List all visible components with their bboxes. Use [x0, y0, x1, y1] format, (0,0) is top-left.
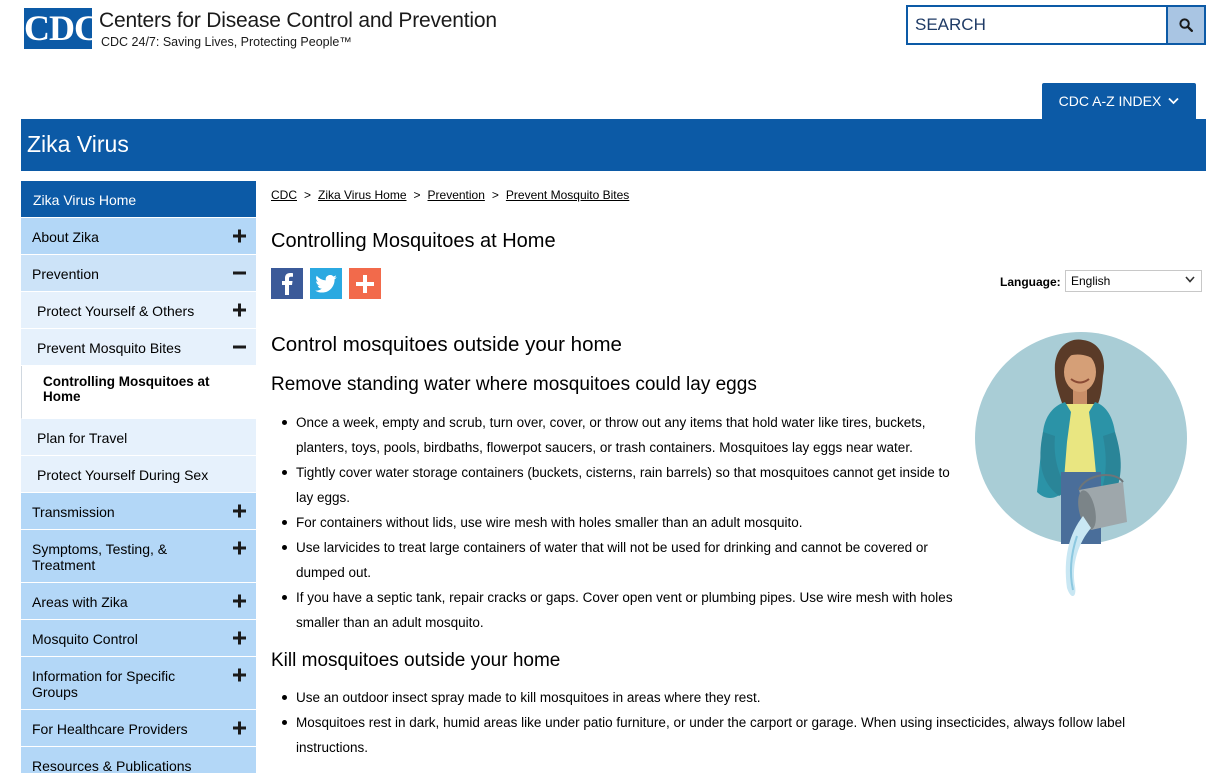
sidebar-item-label: Mosquito Control [32, 631, 138, 647]
plus-icon[interactable] [233, 632, 246, 645]
sidebar-item-for-healthcare-providers[interactable] [21, 710, 256, 747]
sidebar-item-label: Prevention [32, 266, 99, 282]
facebook-icon [281, 273, 293, 295]
breadcrumb-separator: > [304, 188, 312, 202]
search-button[interactable] [1166, 7, 1204, 43]
breadcrumb-link-prevent-mosquito-bites[interactable]: Prevent Mosquito Bites [505, 188, 630, 202]
breadcrumb-separator: > [491, 188, 499, 202]
plus-icon[interactable] [233, 542, 246, 555]
az-index-button[interactable] [1042, 83, 1196, 119]
language-label: Language: [1000, 275, 1061, 289]
sidebar-item-resources-publications[interactable] [21, 747, 256, 773]
sidebar-item-protect-yourself-during-sex[interactable] [21, 456, 256, 493]
sidebar-nav [21, 181, 256, 773]
addthis-share-button[interactable] [349, 268, 381, 299]
plus-icon[interactable] [233, 595, 246, 608]
site-banner [21, 119, 1206, 171]
chevron-down-icon [1185, 276, 1195, 283]
sidebar-item-prevention[interactable] [21, 255, 256, 292]
sidebar-item-label: Information for Specific Groups [32, 668, 176, 700]
list-item: Use an outdoor insect spray made to kill mosquitoes in areas where they rest. [271, 685, 1171, 710]
sidebar-item-label: Prevent Mosquito Bites [37, 340, 181, 356]
sidebar-item-mosquito-control[interactable] [21, 620, 256, 657]
sidebar-item-prevent-mosquito-bites[interactable] [21, 329, 256, 366]
plus-icon[interactable] [233, 669, 246, 682]
az-index-label: CDC A-Z INDEX [1058, 93, 1162, 109]
sidebar-item-about-zika[interactable] [21, 218, 256, 255]
list-item: Use larvicides to treat large containers of water that will not be used for drinking and cannot be covered or dumped out. [271, 535, 961, 585]
org-name: Centers for Disease Control and Prevention [99, 9, 497, 32]
language-selected-value: English [1071, 274, 1111, 288]
plus-icon[interactable] [233, 505, 246, 518]
sidebar-item-label: Protect Yourself During Sex [37, 467, 209, 483]
chevron-down-icon [1168, 97, 1179, 105]
sidebar-item-controlling-mosquitoes-at-home[interactable] [21, 366, 256, 419]
search-icon [1179, 18, 1193, 32]
language-select[interactable] [1065, 270, 1202, 292]
sidebar-item-label: Areas with Zika [32, 594, 128, 610]
breadcrumb-link-zika-home[interactable]: Zika Virus Home [318, 188, 407, 202]
breadcrumb-link-cdc[interactable]: CDC [271, 188, 297, 202]
list-item: If you have a septic tank, repair cracks or gaps. Cover open vent or plumbing pipes. Use wire mesh with holes smaller than an adult mosquito. [271, 585, 961, 635]
woman-emptying-bucket-illustration [975, 332, 1191, 604]
page-title: Controlling Mosquitoes at Home [271, 230, 556, 252]
banner-title[interactable]: Zika Virus [27, 131, 129, 157]
sidebar-item-label: Resources & Publications [32, 758, 192, 773]
breadcrumb [271, 188, 629, 202]
minus-icon[interactable] [233, 267, 246, 280]
sidebar-item-label: About Zika [32, 229, 99, 245]
sidebar-item-label: Protect Yourself & Others [37, 303, 195, 319]
breadcrumb-link-prevention[interactable]: Prevention [427, 188, 485, 202]
sidebar-item-label: Plan for Travel [37, 430, 128, 446]
section-heading: Control mosquitoes outside your home [271, 333, 622, 356]
twitter-icon [315, 275, 337, 293]
standing-water-list [271, 410, 961, 635]
sidebar-item-symptoms-testing-treatment[interactable] [21, 530, 256, 583]
kill-mosquitoes-list [271, 685, 1171, 760]
sidebar-item-label: Symptoms, Testing, & Treatment [32, 541, 168, 573]
subsection-heading-kill-mosquitoes: Kill mosquitoes outside your home [271, 650, 561, 671]
sidebar-item-zika-virus-home[interactable] [21, 181, 256, 218]
cdc-logo[interactable]: CDC [24, 8, 99, 48]
plus-icon[interactable] [233, 722, 246, 735]
facebook-share-button[interactable] [271, 268, 303, 299]
breadcrumb-separator: > [413, 188, 421, 202]
sidebar-item-label: Controlling Mosquitoes at Home [43, 374, 210, 404]
org-tagline: CDC 24/7: Saving Lives, Protecting People™ [101, 35, 352, 49]
sidebar-item-label: Transmission [32, 504, 115, 520]
sidebar-item-information-for-specific-groups[interactable] [21, 657, 256, 710]
list-item: Tightly cover water storage containers (buckets, cisterns, rain barrels) so that mosquitoes cannot get inside to lay eggs. [271, 460, 961, 510]
sidebar-item-label: Zika Virus Home [33, 192, 137, 208]
sidebar-item-areas-with-zika[interactable] [21, 583, 256, 620]
twitter-share-button[interactable] [310, 268, 342, 299]
subsection-heading-standing-water: Remove standing water where mosquitoes could lay eggs [271, 374, 757, 395]
social-share-bar [271, 268, 381, 299]
sidebar-item-label: For Healthcare Providers [32, 721, 188, 737]
search-input[interactable] [908, 7, 1166, 43]
minus-icon[interactable] [233, 341, 246, 354]
list-item: Once a week, empty and scrub, turn over, cover, or throw out any items that hold water like tires, buckets, planters, toys, pools, birdbaths, flowerpot saucers, or trash containers. Mosquitoes lay eggs near water. [271, 410, 961, 460]
share-plus-icon [355, 274, 375, 294]
plus-icon[interactable] [233, 230, 246, 243]
sidebar-item-protect-yourself-others[interactable] [21, 292, 256, 329]
plus-icon[interactable] [233, 304, 246, 317]
sidebar-item-plan-for-travel[interactable] [21, 419, 256, 456]
list-item: Mosquitoes rest in dark, humid areas like under patio furniture, or under the carport or garage. When using insecticides, always follow label instructions. [271, 710, 1171, 760]
list-item: For containers without lids, use wire mesh with holes smaller than an adult mosquito. [271, 510, 961, 535]
sidebar-item-transmission[interactable] [21, 493, 256, 530]
search-bar [906, 5, 1206, 45]
